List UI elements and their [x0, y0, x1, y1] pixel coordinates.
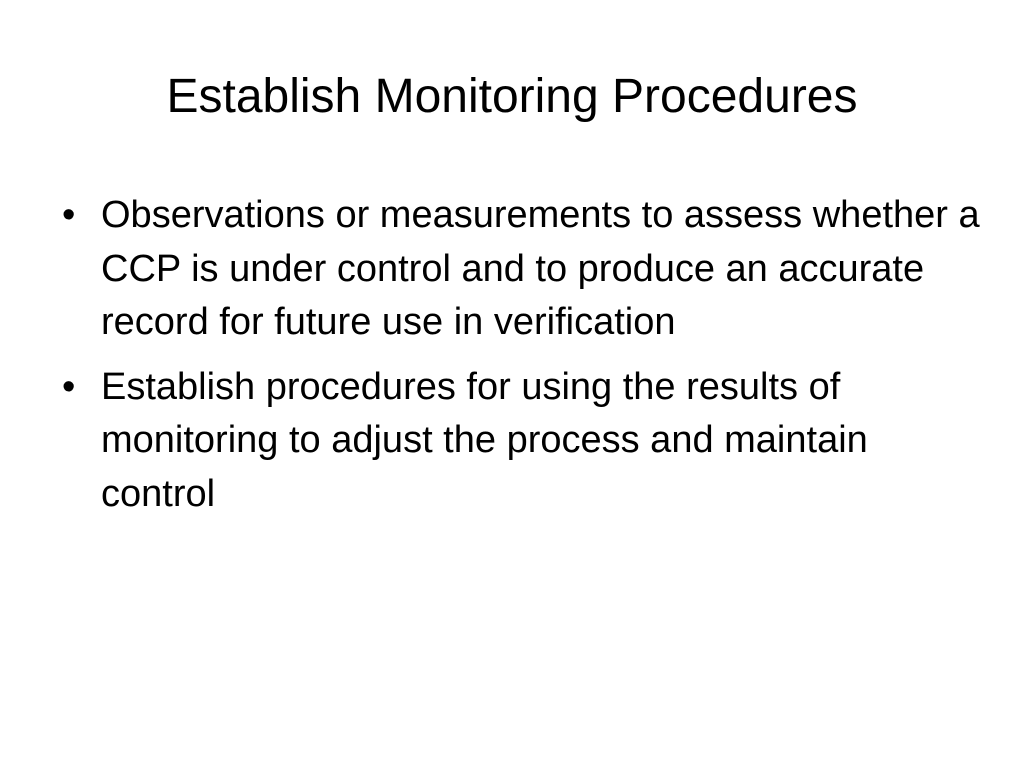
bullet-item [62, 361, 982, 522]
bullet-icon: • [62, 194, 76, 236]
bullet-text: Establish procedures for using the results of monitoring to adjust the process and maintain control [101, 365, 868, 515]
bullet-text: Observations or measurements to assess whether a CCP is under control and to produce an accurate record for future use in verification [101, 194, 980, 343]
bullet-icon: • [62, 365, 76, 408]
bullet-item [62, 189, 982, 350]
slide-title: Establish Monitoring Procedures [166, 70, 858, 123]
bullet-list [62, 189, 982, 532]
